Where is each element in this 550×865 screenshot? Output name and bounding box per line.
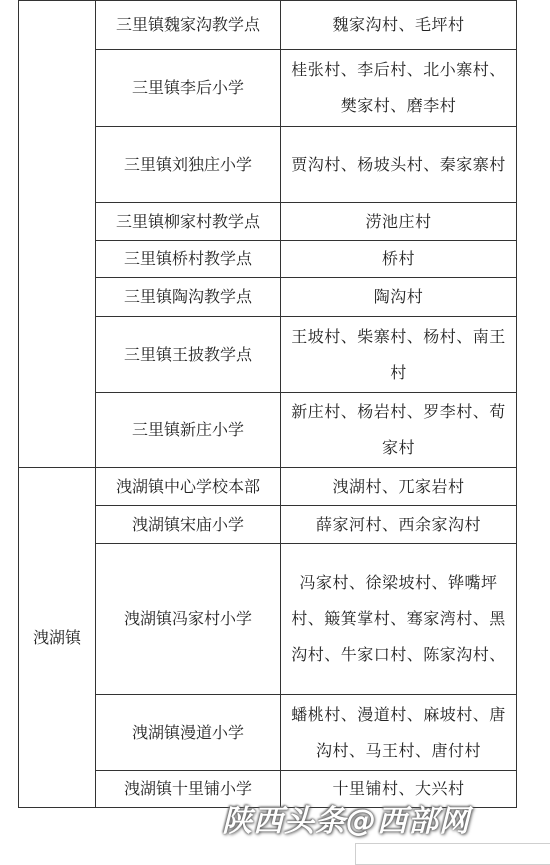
school-cell: 洩湖镇十里铺小学: [96, 771, 281, 808]
villages-cell: 桥村: [281, 241, 517, 278]
school-cell: 三里镇新庄小学: [96, 393, 281, 468]
school-cell: 洩湖镇漫道小学: [96, 695, 281, 771]
school-cell: 三里镇陶沟教学点: [96, 278, 281, 317]
school-cell: 洩湖镇中心学校本部: [96, 468, 281, 506]
villages-cell: 新庄村、杨岩村、罗李村、荀家村: [281, 393, 517, 468]
school-cell: 三里镇桥村教学点: [96, 241, 281, 278]
villages-cell: 十里铺村、大兴村: [281, 771, 517, 808]
villages-cell: 陶沟村: [281, 278, 517, 317]
town-cell: [19, 1, 96, 468]
school-cell: 三里镇柳家村教学点: [96, 203, 281, 241]
school-cell: 洩湖镇宋庙小学: [96, 506, 281, 544]
villages-cell: 魏家沟村、毛坪村: [281, 1, 517, 50]
villages-cell: 冯家村、徐梁坡村、铧嘴坪村、簸箕掌村、骞家湾村、黑沟村、牛家口村、陈家沟村、: [281, 544, 517, 695]
school-cell: 三里镇王披教学点: [96, 317, 281, 393]
table-row: [19, 468, 517, 506]
watermark-logo: 陕西头条@西部网: [222, 804, 470, 839]
villages-cell: 洩湖村、兀家岩村: [281, 468, 517, 506]
school-cell: 三里镇魏家沟教学点: [96, 1, 281, 50]
villages-cell: 贾沟村、杨坡头村、秦家寨村: [281, 127, 517, 203]
villages-cell: 桂张村、李后村、北小寨村、樊家村、磨李村: [281, 50, 517, 127]
school-cell: 洩湖镇冯家村小学: [96, 544, 281, 695]
villages-cell: 蟠桃村、漫道村、麻坡村、唐沟村、马王村、唐付村: [281, 695, 517, 771]
school-district-table: [18, 0, 517, 808]
villages-cell: 王坡村、柴寨村、杨村、南王村: [281, 317, 517, 393]
table-row: [19, 1, 517, 50]
school-cell: 三里镇李后小学: [96, 50, 281, 127]
villages-cell: 涝池庄村: [281, 203, 517, 241]
school-cell: 三里镇刘独庄小学: [96, 127, 281, 203]
town-cell: 洩湖镇: [19, 468, 96, 808]
villages-cell: 薛家河村、西余家沟村: [281, 506, 517, 544]
page-edge-box: [355, 843, 550, 865]
